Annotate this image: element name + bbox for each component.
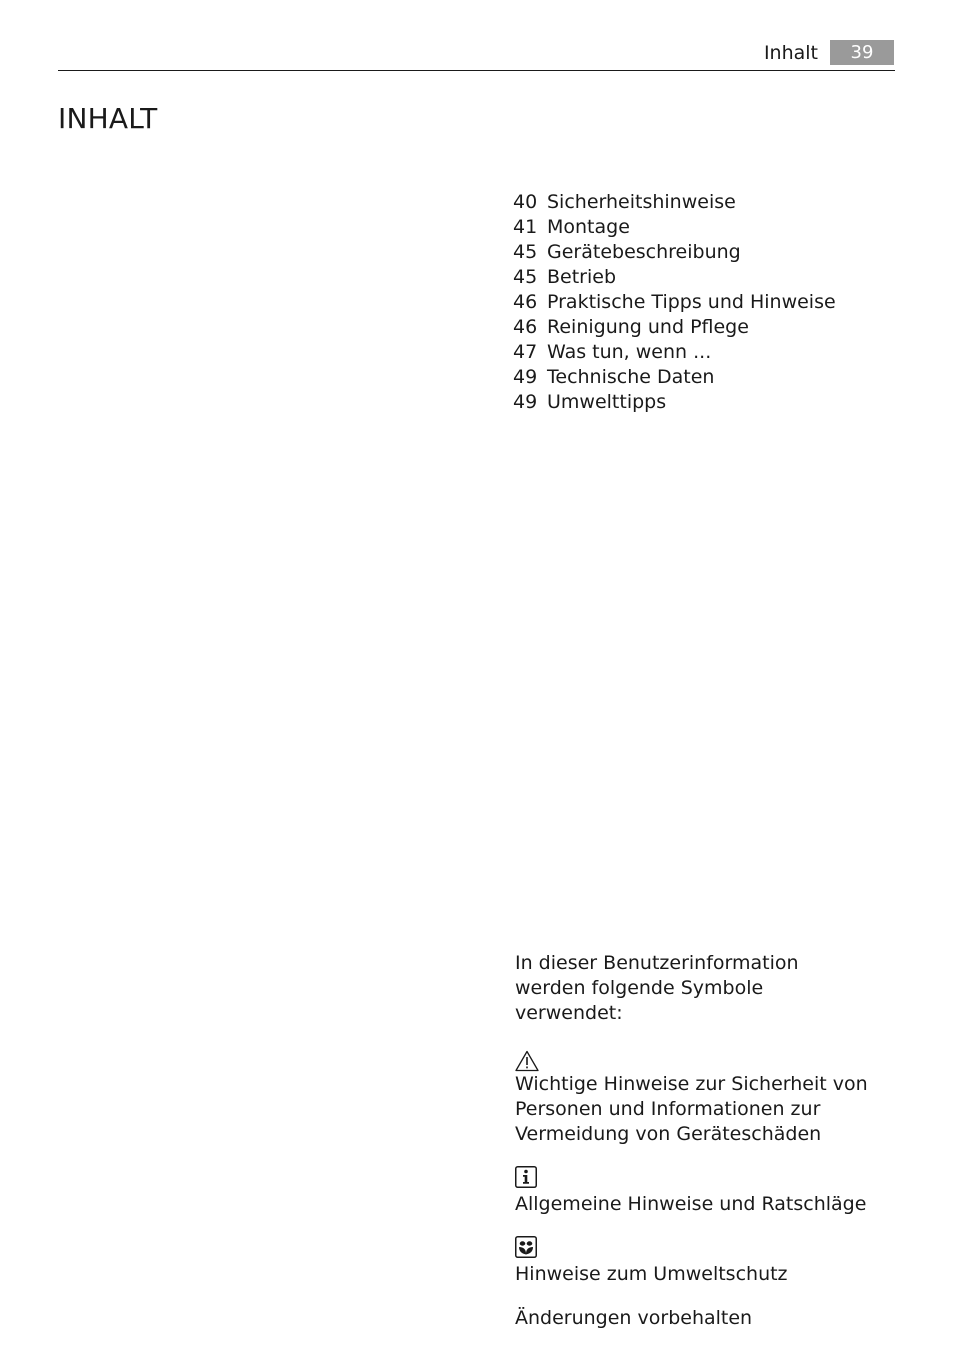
- toc-page-number: 46: [513, 291, 538, 313]
- legend-intro: In dieser Benutzerinformation werden folgende Symbole verwendet:: [515, 952, 799, 1024]
- toc-page-number: 45: [513, 241, 538, 263]
- toc-label: Praktische Tipps und Hinweise: [547, 291, 836, 313]
- toc-page-number: 47: [513, 341, 538, 363]
- toc-item[interactable]: [513, 365, 836, 390]
- toc-item[interactable]: [513, 290, 836, 315]
- toc-page-number: 49: [513, 391, 538, 413]
- toc-label: Was tun, wenn ...: [547, 341, 712, 363]
- warning-triangle-icon: [515, 1050, 539, 1072]
- environment-icon: [515, 1236, 537, 1258]
- toc-page-number: 41: [513, 216, 538, 238]
- toc-label: Sicherheitshinweise: [547, 191, 736, 213]
- legend-info-block: [515, 1166, 875, 1217]
- toc-item[interactable]: [513, 340, 836, 365]
- page-title: INHALT: [58, 102, 158, 135]
- toc-item[interactable]: [513, 390, 836, 415]
- legend-environment-text: Hinweise zum Umweltschutz: [515, 1263, 788, 1285]
- legend-footer-note: Änderungen vorbehalten: [515, 1307, 753, 1329]
- info-icon: [515, 1166, 537, 1188]
- legend-warning-text: Wichtige Hinweise zur Sicherheit von Personen und Informationen zur Vermeidung von Geräteschäden: [515, 1073, 868, 1145]
- legend-info-text: Allgemeine Hinweise und Ratschläge: [515, 1193, 867, 1215]
- header-divider: [58, 70, 895, 71]
- toc-page-number: 49: [513, 366, 538, 388]
- legend-environment-block: [515, 1236, 875, 1287]
- toc-label: Betrieb: [547, 266, 617, 288]
- page-number-badge: 39: [830, 40, 894, 65]
- toc-label: Technische Daten: [547, 366, 715, 388]
- toc-page-number: 40: [513, 191, 538, 213]
- toc-label: Umwelttipps: [547, 391, 667, 413]
- toc-item[interactable]: [513, 265, 836, 290]
- toc-item[interactable]: [513, 215, 836, 240]
- toc-label: Reinigung und Pflege: [547, 316, 749, 338]
- toc-page-number: 45: [513, 266, 538, 288]
- toc-item[interactable]: [513, 240, 836, 265]
- toc-page-number: 46: [513, 316, 538, 338]
- toc-label: Gerätebeschreibung: [547, 241, 741, 263]
- toc-label: Montage: [547, 216, 630, 238]
- page-header: [764, 40, 894, 65]
- toc-item[interactable]: [513, 315, 836, 340]
- legend-warning-block: [515, 1050, 875, 1147]
- header-section-label: Inhalt: [763, 41, 818, 64]
- table-of-contents: [513, 190, 836, 415]
- toc-item[interactable]: [513, 190, 836, 215]
- symbol-legend: [515, 951, 875, 1331]
